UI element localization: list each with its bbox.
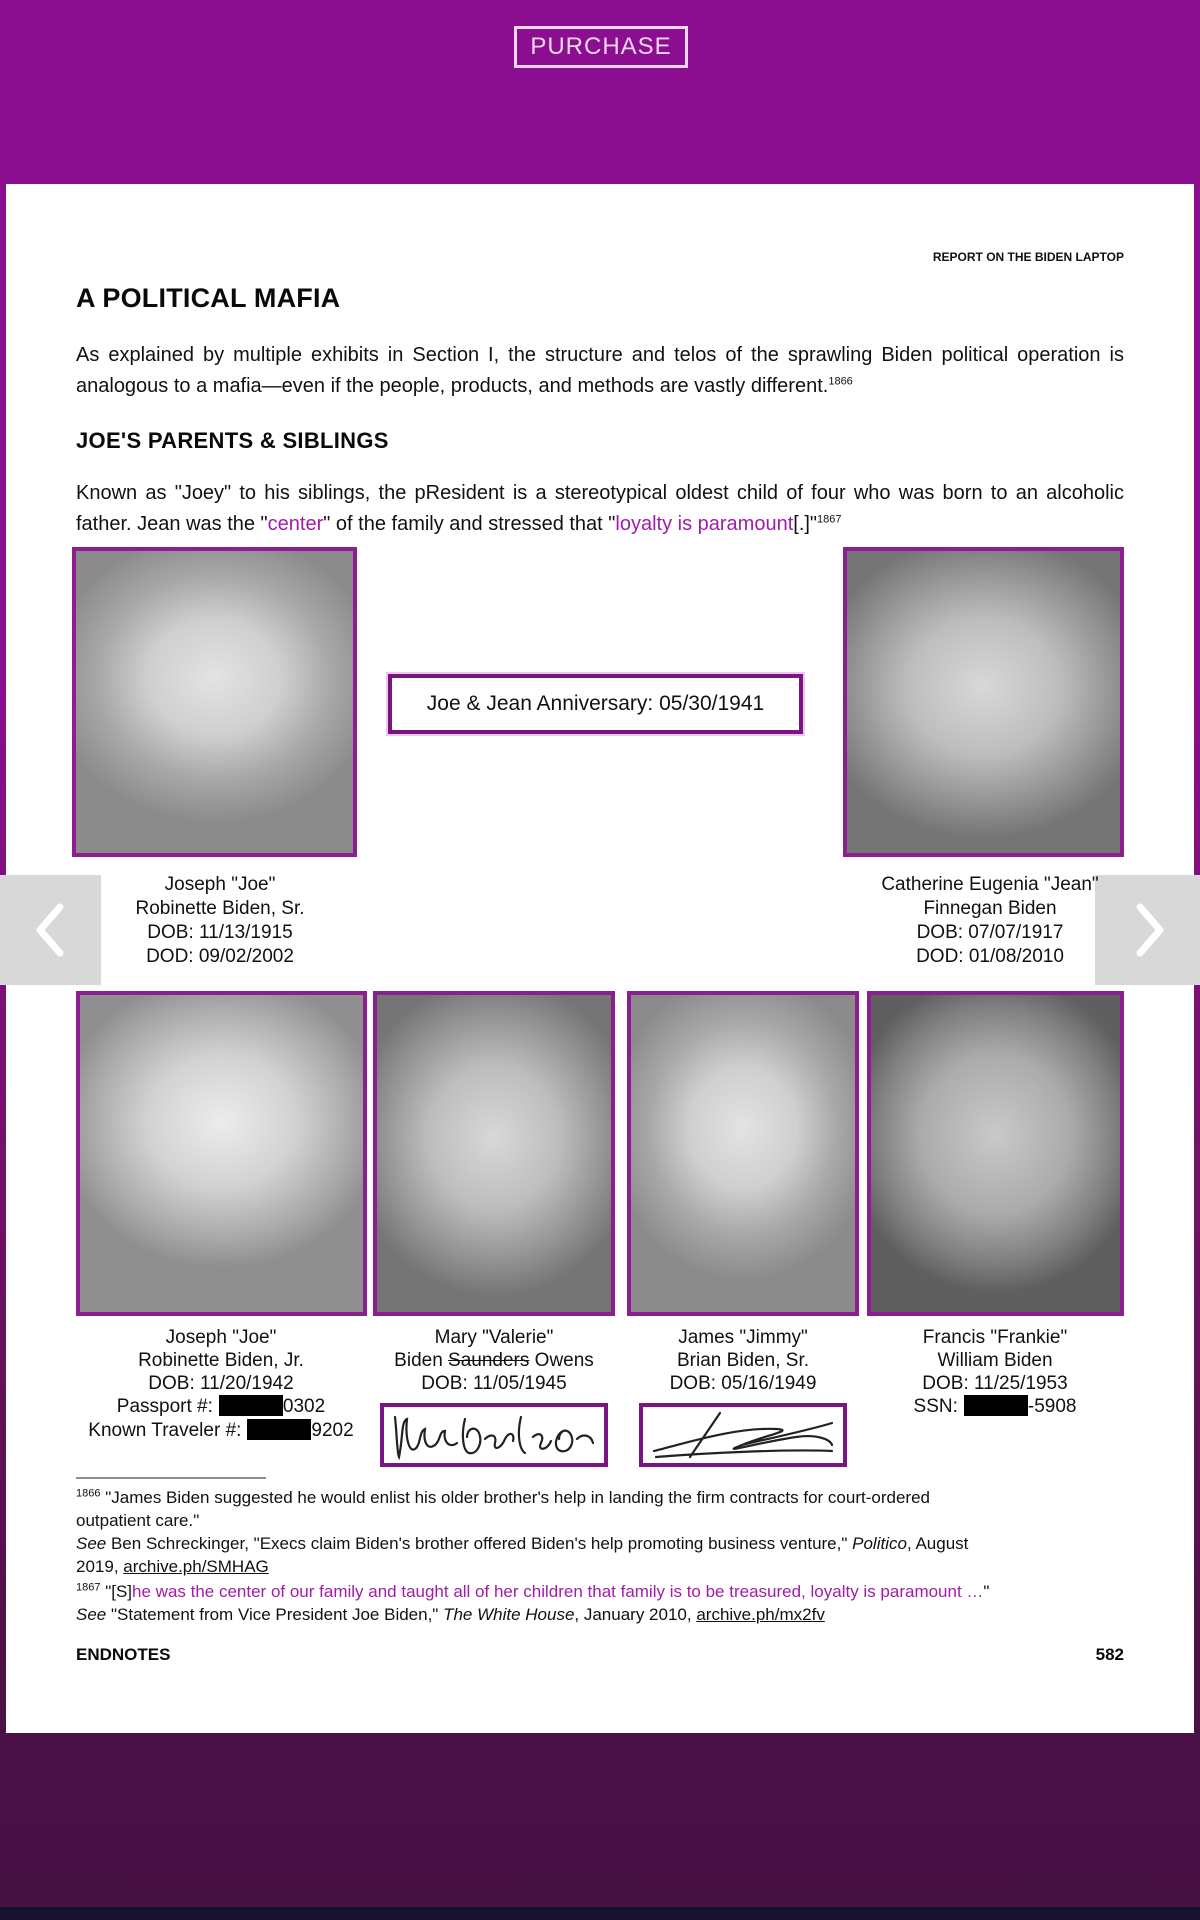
- anniversary-box: [388, 674, 803, 734]
- redaction-box: [247, 1419, 311, 1440]
- intro-text: As explained by multiple exhibits in Section I, the structure and telos of the sprawling Biden political operation is analogous to a mafia—even if the people, products, and methods are vastly different.: [76, 344, 1124, 397]
- endnote-text: 2019,: [76, 1557, 124, 1576]
- valerie-signature-image: [387, 1409, 601, 1461]
- purchase-button[interactable]: [514, 26, 688, 68]
- endnote-line: outpatient care.": [76, 1511, 200, 1530]
- endnote-line: [76, 1532, 1136, 1555]
- photo-james-biden-sr: [627, 991, 859, 1316]
- ssn-label: SSN:: [913, 1396, 958, 1418]
- archive-link-smhag[interactable]: archive.ph/SMHAG: [123, 1557, 269, 1576]
- redaction-box: [964, 1395, 1028, 1416]
- caption-line: Francis "Frankie": [922, 1327, 1068, 1348]
- footnote-ref-1866: 1866: [828, 375, 853, 388]
- caption-catherine-jean: [830, 873, 1150, 969]
- caption-joseph-sr: [60, 873, 380, 969]
- anniversary-text: Joe & Jean Anniversary: 05/30/1941: [426, 692, 765, 715]
- name-pre: Biden: [394, 1350, 449, 1371]
- caption-line: DOB: 05/16/1949: [669, 1373, 817, 1394]
- caption-line: Robinette Biden, Sr.: [135, 898, 305, 919]
- see-label: See: [76, 1605, 107, 1624]
- endnotes-divider: [76, 1477, 266, 1479]
- endnote-quote-purple: he was the center of our family and taught all of her children that family is to be treasured, loyalty is paramount …: [132, 1582, 984, 1601]
- caption-line: Mary "Valerie": [434, 1327, 554, 1348]
- caption-line: DOB: 07/07/1917: [916, 922, 1064, 943]
- traveler-line: [61, 1419, 381, 1443]
- passport-value: 0302: [282, 1396, 326, 1418]
- caption-line: William Biden: [937, 1350, 1053, 1371]
- endnote-number: 1867: [76, 1581, 101, 1594]
- section-heading: JOE'S PARENTS & SIBLINGS: [76, 428, 389, 453]
- page-title: A POLITICAL MAFIA: [76, 283, 341, 313]
- endnote-text: ": [983, 1582, 990, 1601]
- photo-francis-biden: [867, 991, 1124, 1316]
- caption-francis: [835, 1326, 1155, 1419]
- redaction-box: [219, 1395, 283, 1416]
- endnote-line: [76, 1486, 1136, 1509]
- endnote-number: 1866: [76, 1487, 101, 1500]
- endnotes-block: [76, 1486, 1136, 1626]
- photo-joseph-biden-jr: [76, 991, 367, 1316]
- endnote-line: [76, 1555, 1136, 1578]
- caption-line: Robinette Biden, Jr.: [138, 1350, 304, 1371]
- endnote-text: , January 2010,: [574, 1605, 697, 1624]
- endnote-text: "Statement from Vice President Joe Biden,": [106, 1605, 444, 1624]
- ssn-value: -5908: [1027, 1396, 1077, 1418]
- caption-line: DOD: 01/08/2010: [916, 946, 1064, 967]
- family-paragraph: [76, 478, 1124, 540]
- name-struck: Saunders: [448, 1350, 530, 1371]
- endnote-line: [76, 1603, 1136, 1626]
- valerie-signature-box: [380, 1403, 608, 1467]
- caption-line: Brian Biden, Sr.: [676, 1350, 810, 1371]
- endnote-1867: [76, 1580, 1136, 1626]
- caption-line: Catherine Eugenia "Jean": [881, 874, 1099, 895]
- caption-line: Finnegan Biden: [923, 898, 1057, 919]
- report-header: REPORT ON THE BIDEN LAPTOP: [932, 250, 1124, 264]
- james-signature-box: [639, 1403, 847, 1467]
- passport-label: Passport #:: [116, 1396, 213, 1418]
- photo-catherine-jean-biden: [843, 547, 1124, 857]
- footnote-ref-1867: 1867: [817, 513, 842, 526]
- caption-joseph-jr: [61, 1326, 381, 1443]
- endnotes-label: ENDNOTES: [76, 1645, 171, 1664]
- intro-paragraph: [76, 340, 1124, 402]
- endnote-text: "[S]: [100, 1582, 133, 1601]
- ssn-line: [835, 1395, 1155, 1419]
- photo-valerie-biden-owens: [373, 991, 615, 1316]
- bottom-bar: [0, 1907, 1200, 1920]
- james-signature-image: [646, 1409, 840, 1461]
- center-link[interactable]: center: [267, 513, 324, 535]
- caption-line: DOB: 11/13/1915: [147, 922, 293, 943]
- endnote-text: Ben Schreckinger, "Execs claim Biden's brother offered Biden's help promoting business venture,": [106, 1534, 853, 1553]
- page-footer: [76, 1645, 1124, 1665]
- family-text-3: [.]": [793, 513, 818, 535]
- family-text-2: " of the family and stressed that ": [323, 513, 616, 535]
- caption-line: Joseph "Joe": [164, 874, 276, 895]
- loyalty-link[interactable]: loyalty is paramount: [615, 513, 794, 535]
- name-post: Owens: [529, 1350, 594, 1371]
- page-number: 582: [1095, 1645, 1124, 1664]
- caption-line: DOD: 09/02/2002: [146, 946, 294, 967]
- purchase-button-label: PURCHASE: [530, 33, 672, 60]
- archive-link-mx2fv[interactable]: archive.ph/mx2fv: [696, 1605, 825, 1624]
- endnote-1866: [76, 1486, 1136, 1578]
- caption-line: DOB: 11/05/1945: [421, 1373, 567, 1394]
- caption-line: Joseph "Joe": [165, 1327, 277, 1348]
- endnote-text: , August: [906, 1534, 969, 1553]
- traveler-value: 9202: [311, 1420, 354, 1442]
- caption-line: DOB: 11/20/1942: [148, 1373, 294, 1394]
- publication-name: The White House: [443, 1605, 575, 1624]
- publication-name: Politico: [852, 1534, 907, 1553]
- photo-joseph-biden-sr: [72, 547, 357, 857]
- endnote-line: [76, 1580, 1136, 1603]
- family-text-1: Known as "Joey" to his siblings, the pResident is a stereotypical oldest child of four who was born to an alcoholic father. Jean was the ": [76, 482, 1124, 535]
- see-label: See: [76, 1534, 107, 1553]
- caption-line: DOB: 11/25/1953: [922, 1373, 1068, 1394]
- traveler-label: Known Traveler #:: [88, 1420, 242, 1442]
- passport-line: [61, 1395, 381, 1419]
- caption-line: James "Jimmy": [678, 1327, 808, 1348]
- endnote-text: "James Biden suggested he would enlist his older brother's help in landing the firm contracts for court-ordered: [100, 1488, 930, 1507]
